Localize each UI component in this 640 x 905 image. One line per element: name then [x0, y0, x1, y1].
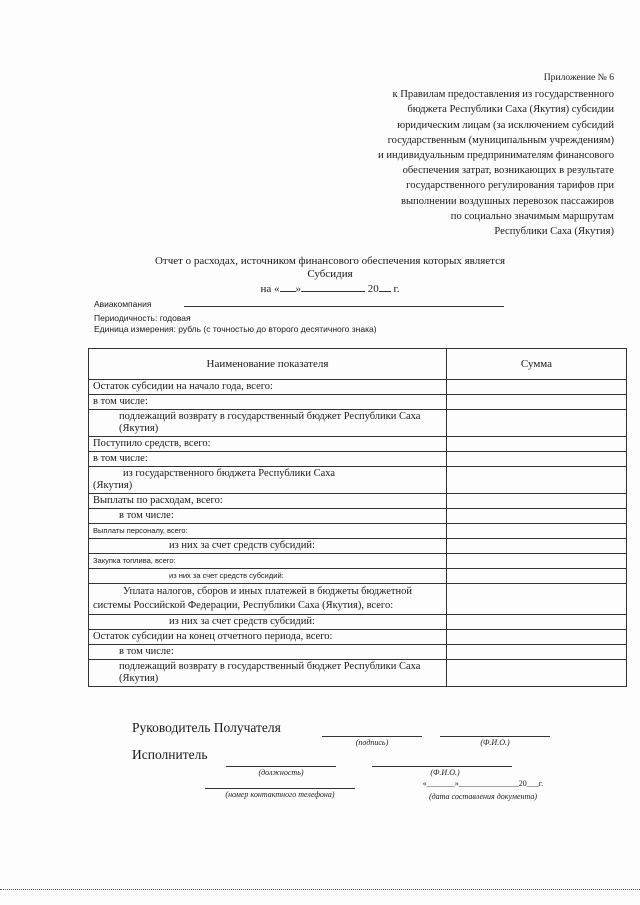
sum-cell[interactable]: [447, 539, 627, 554]
date-caption: (дата составления документа): [428, 792, 538, 801]
signature-caption: (подпись): [355, 738, 389, 747]
row-label: подлежащий возврату в государственный бюджет Республики Саха (Якутия): [89, 660, 447, 687]
row-label: Закупка топлива, всего:: [89, 554, 447, 569]
sum-cell[interactable]: [447, 395, 627, 410]
table-row: [89, 645, 627, 660]
appendix-line: государственного регулирования тарифов при: [406, 180, 614, 192]
bottom-rule: [0, 889, 640, 890]
table-row: [89, 630, 627, 645]
executor-label: Исполнитель: [132, 747, 208, 762]
row-label: Остаток субсидии на начало года, всего:: [89, 380, 447, 395]
position-line[interactable]: [226, 766, 336, 767]
table-row: [89, 395, 627, 410]
row-label: Выплаты по расходам, всего:: [89, 494, 447, 509]
report-date: на « » 20 г.: [260, 283, 400, 295]
report-title: [80, 255, 580, 296]
sum-cell[interactable]: [447, 509, 627, 524]
row-label: из них за счет средств субсидий:: [89, 569, 447, 584]
row-label: из государственного бюджета Республики Саха (Якутия): [89, 467, 447, 494]
phone-caption: (номер контактного телефона): [225, 790, 335, 799]
appendix-line: юридическим лицам (за исключением субсидий: [397, 119, 614, 131]
unit-of-measure: Единица измерения: рубль (с точностью до второго десятичного знака): [94, 324, 377, 334]
sum-cell[interactable]: [447, 660, 627, 687]
table-row: [89, 584, 627, 615]
row-label: Выплаты персоналу, всего:: [89, 524, 447, 539]
header-sum: Сумма: [447, 349, 627, 380]
appendix-line: Республики Саха (Якутия): [494, 226, 614, 238]
table-row: [89, 437, 627, 452]
sum-cell[interactable]: [447, 467, 627, 494]
position-caption: (должность): [258, 768, 304, 777]
table-row: [89, 524, 627, 539]
sum-cell[interactable]: [447, 569, 627, 584]
appendix-line: выполнении воздушных перевозок пассажиров: [400, 195, 614, 207]
table-row: [89, 467, 627, 494]
report-title-line: Субсидия: [307, 268, 353, 280]
row-label: подлежащий возврату в государственный бюджет Республики Саха (Якутия): [89, 410, 447, 437]
row-label: в том числе:: [89, 645, 447, 660]
header-name: Наименование показателя: [89, 349, 447, 380]
table-row: [89, 569, 627, 584]
sum-cell[interactable]: [447, 437, 627, 452]
sum-cell[interactable]: [447, 452, 627, 467]
row-label: Остаток субсидии на конец отчетного периода, всего:: [89, 630, 447, 645]
sum-cell[interactable]: [447, 380, 627, 395]
appendix-line: по социально значимым маршрутам: [450, 210, 614, 222]
report-table: [88, 348, 627, 687]
table-row: [89, 380, 627, 395]
row-label: Поступило средств, всего:: [89, 437, 447, 452]
sum-cell[interactable]: [447, 615, 627, 630]
sum-cell[interactable]: [447, 494, 627, 509]
table-row: [89, 660, 627, 687]
table-header-row: [89, 349, 627, 380]
row-label: в том числе:: [89, 395, 447, 410]
sum-cell[interactable]: [447, 630, 627, 645]
appendix-line: бюджета Республики Саха (Якутия) субсидии: [407, 104, 614, 116]
report-title-line: Отчет о расходах, источником финансового обеспечения которых является: [154, 255, 506, 267]
table-row: [89, 452, 627, 467]
table-row: [89, 494, 627, 509]
sum-cell[interactable]: [447, 410, 627, 437]
table-row: [89, 509, 627, 524]
periodicity: Периодичность: годовая: [94, 313, 191, 323]
airline-row: [94, 299, 504, 309]
airline-field[interactable]: [184, 306, 504, 307]
table-row: [89, 539, 627, 554]
appendix-line: обеспечения затрат, возникающих в результате: [402, 165, 614, 177]
fio-caption: (Ф.И.О.): [480, 738, 510, 747]
date-line[interactable]: «_______»_______________20___г.: [422, 779, 544, 788]
table-row: [89, 410, 627, 437]
executor-fio-line[interactable]: [372, 766, 512, 767]
fio-caption-2: (Ф.И.О.): [430, 768, 460, 777]
table-row: [89, 615, 627, 630]
sum-cell[interactable]: [447, 645, 627, 660]
appendix-line: государственным (муниципальным учреждениям): [387, 134, 614, 146]
row-label: в том числе:: [89, 509, 447, 524]
appendix-line: к Правилам предоставления из государственного: [392, 89, 614, 101]
appendix-block: [294, 70, 614, 239]
appendix-number: Приложение № 6: [543, 72, 614, 83]
sum-cell[interactable]: [447, 524, 627, 539]
row-label: из них за счет средств субсидий:: [89, 539, 447, 554]
airline-label: Авиакомпания: [94, 299, 152, 309]
head-signature-line[interactable]: [322, 736, 422, 737]
appendix-line: и индивидуальным предпринимателям финансового: [378, 150, 614, 162]
row-label: Уплата налогов, сборов и иных платежей в бюджеты бюджетной системы Российской Федерации, Республики Саха (Якутия), всего:: [89, 584, 447, 615]
table-row: [89, 554, 627, 569]
row-label: в том числе:: [89, 452, 447, 467]
head-fio-line[interactable]: [440, 736, 550, 737]
sum-cell[interactable]: [447, 554, 627, 569]
sum-cell[interactable]: [447, 584, 627, 615]
row-label: из них за счет средств субсидий:: [89, 615, 447, 630]
head-label: Руководитель Получателя: [132, 720, 281, 735]
phone-line[interactable]: [205, 788, 355, 789]
